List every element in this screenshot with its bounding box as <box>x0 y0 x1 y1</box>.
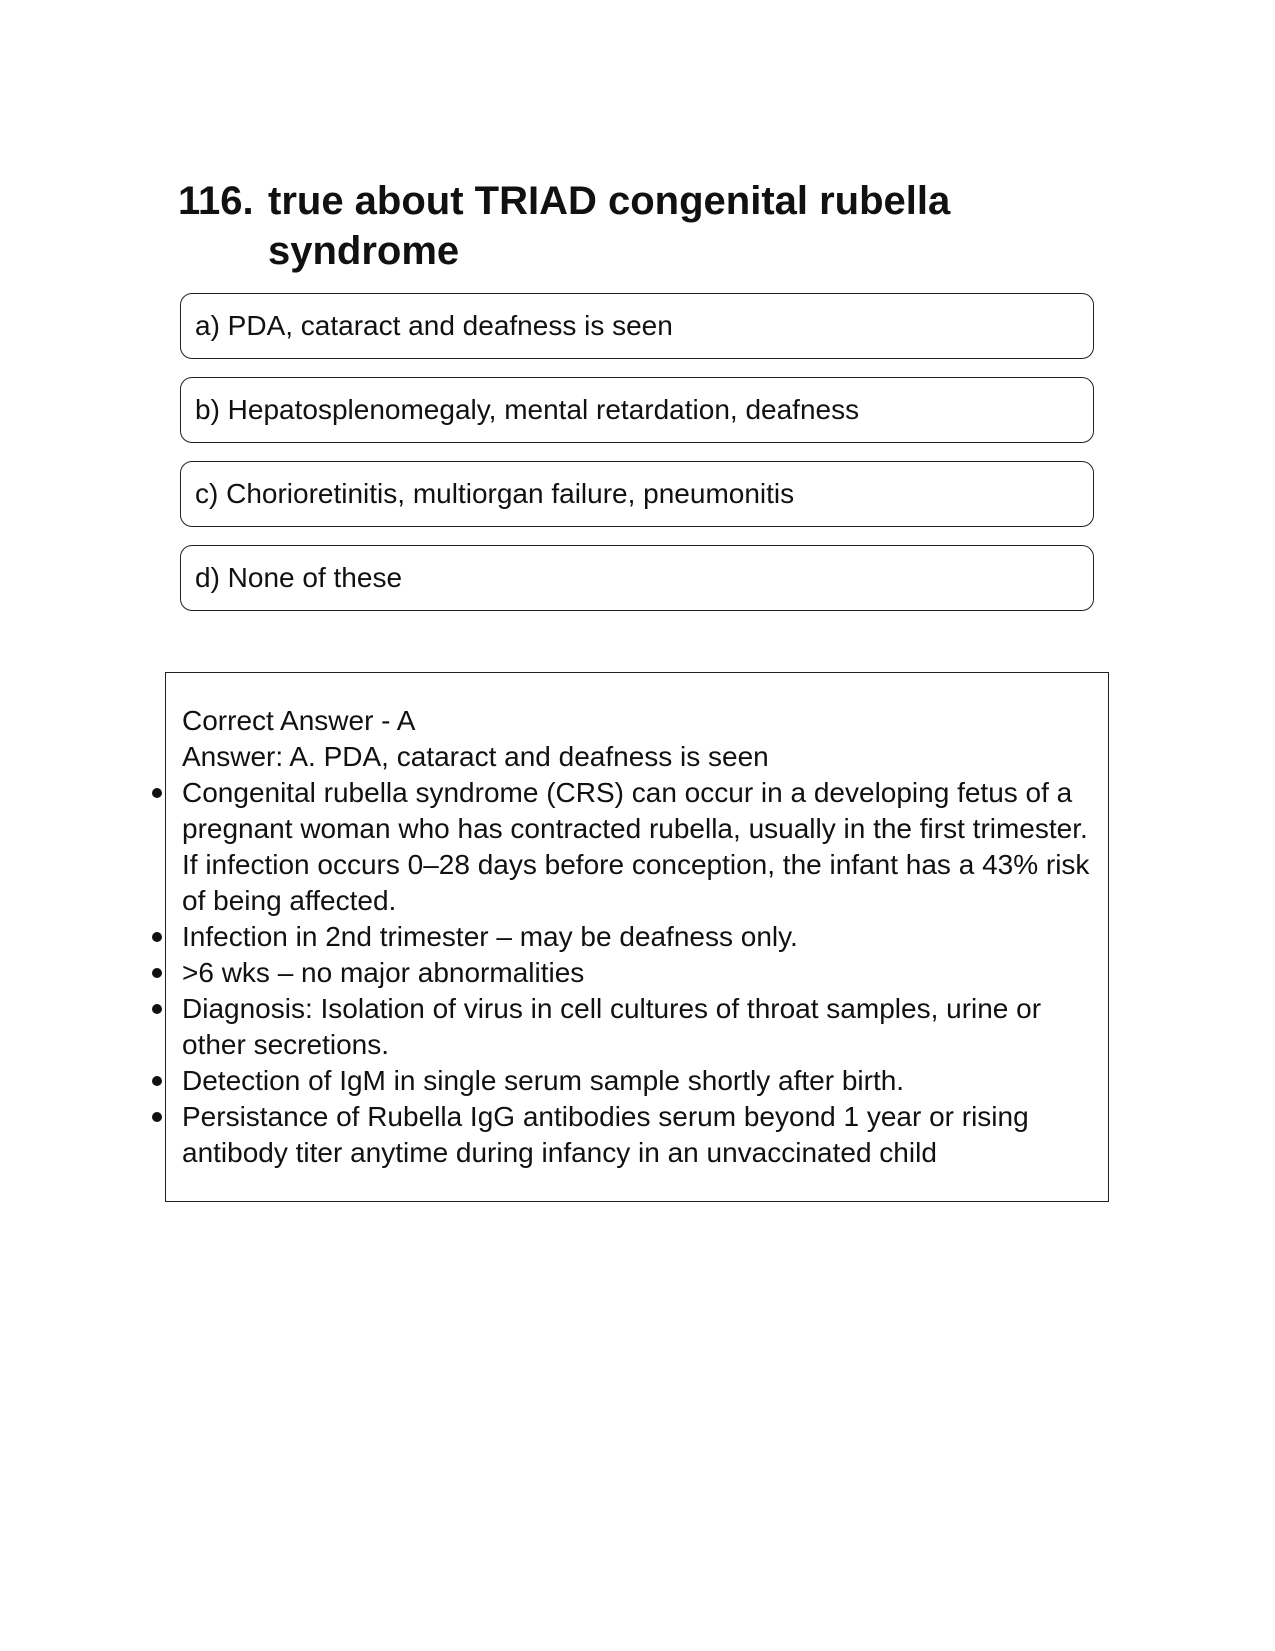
explanation-bullet: Persistance of Rubella IgG antibodies serum beyond 1 year or rising antibody titer anytime during infancy in an unvaccinated child <box>182 1099 1102 1171</box>
question-text: true about TRIAD congenital rubella syndrome <box>268 179 951 273</box>
explanation-list <box>182 775 1102 1171</box>
option-d[interactable]: d) None of these <box>180 545 1094 611</box>
explanation-bullet: Infection in 2nd trimester – may be deafness only. <box>182 919 1102 955</box>
explanation-bullet: Diagnosis: Isolation of virus in cell cultures of throat samples, urine or other secretions. <box>182 991 1102 1063</box>
correct-answer: Correct Answer - A <box>182 705 416 736</box>
explanation-bullet: Congenital rubella syndrome (CRS) can occur in a developing fetus of a pregnant woman who has contracted rubella, usually in the first trimester. If infection occurs 0–28 days before conception, the infant has a 43% risk of being affected. <box>182 775 1102 919</box>
question-number: 116. <box>178 179 254 223</box>
question-heading <box>178 176 1078 276</box>
answer-summary: Answer: A. PDA, cataract and deafness is seen <box>182 741 769 772</box>
answer-content <box>182 703 1102 1171</box>
explanation-bullet: Detection of IgM in single serum sample shortly after birth. <box>182 1063 1102 1099</box>
option-b[interactable]: b) Hepatosplenomegaly, mental retardation, deafness <box>180 377 1094 443</box>
option-c[interactable]: c) Chorioretinitis, multiorgan failure, pneumonitis <box>180 461 1094 527</box>
option-a[interactable]: a) PDA, cataract and deafness is seen <box>180 293 1094 359</box>
answer-explanation-box <box>165 672 1109 1202</box>
explanation-bullet: >6 wks – no major abnormalities <box>182 955 1102 991</box>
